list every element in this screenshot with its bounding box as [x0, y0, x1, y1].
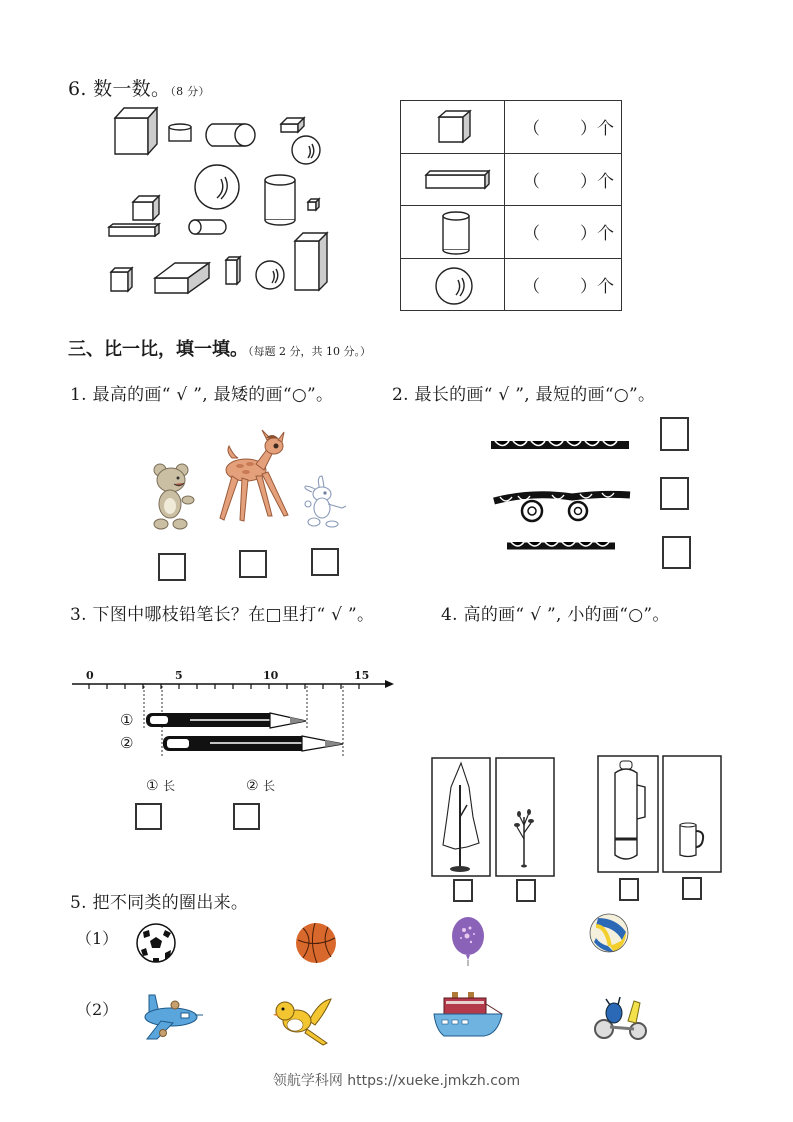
cube-icon [133, 196, 159, 220]
paren-close-unit: ）个 [580, 119, 614, 140]
small-tree-icon [495, 757, 555, 877]
paren-close-unit: ）个 [580, 171, 614, 192]
bird-icon[interactable] [275, 997, 335, 1047]
table-row [401, 153, 622, 206]
tall-tree-icon [431, 757, 491, 877]
q2-answer-box-knotted[interactable] [660, 477, 689, 510]
q3-answer-box-1[interactable] [135, 803, 162, 830]
q2-instruction: 2. 最长的画“ √ ”, 最短的画“○”。 [392, 385, 656, 405]
cube-cell [401, 101, 505, 154]
q2-answer-box-short[interactable] [662, 536, 691, 569]
ruler-tick-label: 15 [354, 669, 370, 682]
sphere-cell [401, 258, 505, 311]
q2-answer-box-long[interactable] [660, 417, 689, 451]
sphere-icon [434, 266, 474, 306]
q5-instruction: 5. 把不同类的圈出来。 [70, 893, 249, 913]
soccer-ball-icon[interactable] [135, 922, 177, 964]
q6-title-text: 6. 数一数。 [68, 78, 171, 100]
cube-icon [115, 108, 157, 154]
rope-short-icon [505, 540, 617, 552]
q3-answer-box-2[interactable] [233, 803, 260, 830]
paren-close-unit: ）个 [580, 224, 614, 245]
mug-icon [662, 755, 722, 873]
q4-answer-box-small-tree[interactable] [516, 879, 536, 902]
cube-icon [437, 109, 473, 145]
cube-icon [111, 268, 132, 291]
thermos-icon [597, 755, 659, 873]
q3-option-1-label [146, 777, 175, 794]
cuboid-icon [226, 257, 240, 284]
cube-icon [308, 199, 319, 210]
cylinder-cell [401, 206, 505, 259]
q1-instruction: 1. 最高的画“ √ ”, 最矮的画“○”。 [70, 385, 334, 405]
table-row [401, 101, 622, 154]
section-3-points: （每题 2 分，共 10 分。） [248, 345, 371, 358]
q4-answer-box-mug[interactable] [682, 877, 702, 900]
sphere-icon [292, 136, 320, 164]
cylinder-icon [265, 175, 295, 225]
q1-answer-box-bear[interactable] [158, 553, 186, 581]
ship-icon[interactable] [432, 990, 504, 1040]
option-text: 长 [163, 779, 176, 793]
footer-watermark: 领航学科网 https://xueke.jmkzh.com [272, 1073, 521, 1089]
cuboid-icon [425, 170, 495, 190]
cuboid-cell [401, 153, 505, 206]
ruler-tick-label: 10 [263, 669, 279, 682]
q4-instruction: 4. 高的画“ √ ”, 小的画“○”。 [441, 605, 670, 625]
cuboid-icon [295, 233, 327, 290]
q3-instruction: 3. 下图中哪枝铅笔长？在□里打“ √ ”。 [70, 605, 375, 625]
section-3-title: 三、比一比，填一填。 [68, 339, 248, 360]
cylinder-icon [441, 210, 471, 256]
rabbit-icon [302, 474, 350, 529]
bear-icon [148, 462, 198, 532]
q4-answer-box-thermos[interactable] [619, 878, 639, 901]
section-3-heading [68, 335, 371, 361]
cylinder-count-answer[interactable] [505, 206, 622, 259]
cuboid-icon [155, 263, 209, 293]
q5-row-2-label: （2） [76, 1000, 119, 1019]
pencil-2-label: ② [120, 734, 134, 752]
paren-open: （ [523, 224, 540, 245]
cuboid-icon [109, 224, 159, 236]
table-row [401, 206, 622, 259]
sphere-icon [195, 165, 239, 209]
sphere-icon [256, 261, 284, 289]
ruler-tick-label: 5 [175, 669, 183, 682]
q6-points: （8 分） [170, 85, 210, 98]
pencil-2-icon [163, 736, 343, 751]
cube-count-answer[interactable] [505, 101, 622, 154]
table-row [401, 258, 622, 311]
rope-knotted-icon [492, 487, 634, 527]
sphere-count-answer[interactable] [505, 258, 622, 311]
basketball-icon[interactable] [295, 922, 337, 964]
option-circle: ① [146, 778, 159, 794]
cylinder-icon [169, 124, 191, 141]
paren-close-unit: ）个 [580, 276, 614, 297]
airplane-icon[interactable] [137, 993, 203, 1043]
ruler-tick-label: 0 [86, 669, 94, 682]
balloon-icon[interactable] [448, 916, 488, 966]
pencil-1-label: ① [120, 711, 134, 729]
q5-row-1-label: （1） [76, 929, 119, 948]
deer-icon [212, 428, 292, 528]
q6-title [68, 74, 210, 101]
q6-count-table [400, 100, 622, 311]
ruler-illustration [70, 680, 400, 780]
paren-open: （ [523, 276, 540, 297]
rope-long-icon [489, 438, 631, 452]
motorcycle-icon[interactable] [590, 993, 650, 1043]
pencil-1-icon [146, 713, 306, 728]
volleyball-icon[interactable] [588, 912, 630, 954]
cylinder-icon [189, 220, 226, 234]
option-text: 长 [263, 779, 276, 793]
option-circle: ② [246, 778, 259, 794]
paren-open: （ [523, 119, 540, 140]
cuboid-icon [281, 118, 304, 132]
q4-answer-box-tall-tree[interactable] [453, 879, 473, 902]
q6-shapes-illustration [100, 100, 340, 300]
q1-answer-box-rabbit[interactable] [311, 548, 339, 576]
cuboid-count-answer[interactable] [505, 153, 622, 206]
q3-option-2-label [246, 777, 275, 794]
cylinder-icon [206, 124, 255, 146]
paren-open: （ [523, 171, 540, 192]
q1-answer-box-deer[interactable] [239, 550, 267, 578]
